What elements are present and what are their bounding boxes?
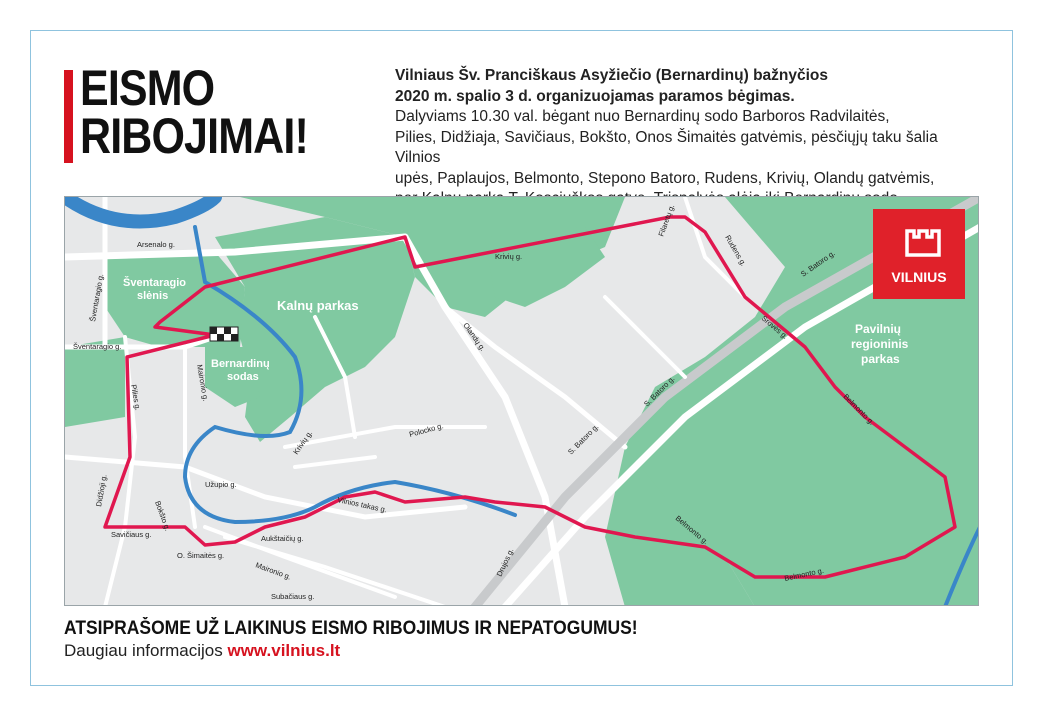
event-description	[395, 66, 985, 210]
street-filaretu: Filaretų g.	[656, 203, 677, 238]
street-boksto: Bokšto g.	[153, 499, 173, 533]
street-maironio-low: Maironio g.	[254, 560, 293, 582]
street-drujos: Drujos g.	[494, 546, 516, 578]
lead-line-2: 2020 m. spalio 3 d. organizuojamas paramos bėgimas.	[395, 87, 795, 105]
street-kriviu-top: Krivių g.	[495, 252, 523, 261]
street-s-batoro-low: S. Batoro g.	[566, 422, 601, 457]
street-rudens: Rudens g.	[723, 233, 749, 268]
more-info-text: Daugiau informacijos	[64, 641, 223, 660]
street-aukstaiciu: Aukštaičių g.	[261, 534, 304, 543]
body-line-1: Dalyviams 10.30 val. bėgant nuo Bernardinų sodo Barboros Radvilaitės,	[395, 108, 890, 125]
street-s-batoro-top: S. Batoro g.	[798, 248, 837, 279]
apology-title: ATSIPRAŠOME UŽ LAIKINUS EISMO RIBOJIMUS IR NEPATOGUMUS!	[64, 618, 638, 639]
street-belmonto-right: Belmonto g.	[841, 392, 877, 427]
street-polocko: Polocko g.	[408, 421, 445, 439]
website-link[interactable]: www.vilnius.lt	[227, 641, 341, 660]
street-pilies: Pilies g.	[129, 383, 143, 412]
street-vilnios-takas: Vilnios takas g.	[336, 495, 388, 515]
route-map[interactable]	[64, 196, 979, 606]
park-label-pavilniu-2: regioninis	[851, 337, 909, 351]
street-didzioji: Didžioji g.	[94, 473, 109, 508]
street-belmonto-low: Belmonto g.	[783, 565, 825, 583]
street-sroves: Srovės g.	[759, 313, 790, 341]
park-label-sventaragio-1: Šventaragio	[123, 277, 186, 289]
vilnius-logo	[873, 209, 965, 299]
more-info	[64, 641, 340, 661]
body-line-3: upės, Paplaujos, Belmonto, Stepono Batoro, Rudens, Krivių, Olandų gatvėmis,	[395, 169, 935, 187]
title-line-2: RIBOJIMAI!	[80, 108, 308, 164]
park-label-pavilniu-1: Pavilnių	[855, 322, 902, 336]
street-olandu: Olandų g.	[461, 320, 488, 353]
park-label-bernardinu-2: sodas	[227, 371, 259, 383]
street-s-batoro-mid: S. Batoro g.	[642, 374, 677, 409]
street-sventaragio-h: Šventaragio g.	[73, 342, 122, 351]
title-line-1: EISMO	[80, 60, 215, 116]
park-label-bernardinu-1: Bernardinų	[211, 358, 270, 370]
body-line-2: Pilies, Didžiaja, Savičiaus, Bokšto, Onos Šimaitės gatvėmis, pėsčiųjų taku šalia Vilnios	[395, 128, 938, 166]
river-neris	[65, 197, 215, 222]
street-maironio-top: Maironio g.	[195, 363, 211, 402]
street-arsenalo: Arsenalo g.	[137, 240, 175, 249]
poster-title	[80, 60, 308, 164]
street-o-simaites: O. Šimaitės g.	[177, 551, 225, 560]
finish-flag-icon	[210, 327, 238, 341]
park-kriviu	[485, 227, 605, 307]
park-label-kalnu: Kalnų parkas	[277, 298, 359, 313]
street-uzupio: Užupio g.	[205, 480, 237, 489]
title-accent-bar	[64, 70, 73, 163]
lead-line-1: Vilniaus Šv. Pranciškaus Asyžiečio (Bernardinų) bažnyčios	[395, 67, 829, 84]
street-subaciaus: Subačiaus g.	[271, 592, 315, 601]
park-label-pavilniu-3: parkas	[861, 352, 900, 366]
street-belmonto-mid: Belmonto g.	[673, 513, 711, 547]
street-saviciaus: Savičiaus g.	[111, 530, 152, 539]
logo-text: VILNIUS	[891, 269, 947, 285]
park-label-sventaragio-2: slėnis	[137, 290, 169, 302]
street-kriviu-mid: Krivių g.	[291, 428, 315, 457]
street-sventaragio-v: Šventaragio g.	[88, 273, 106, 323]
